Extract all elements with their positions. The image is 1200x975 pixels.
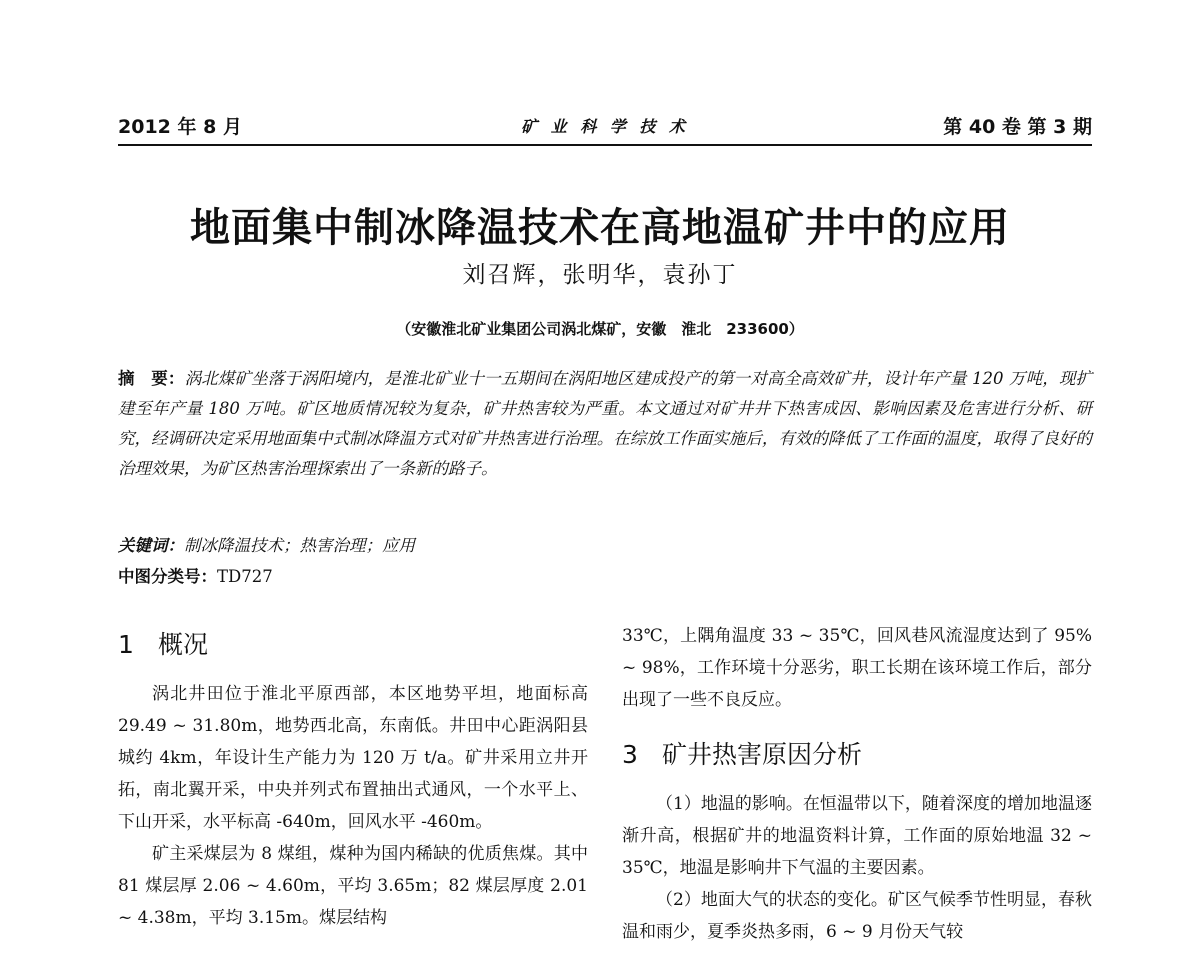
section-number: 3 <box>622 740 638 769</box>
paragraph: 矿主采煤层为 8 煤组，煤种为国内稀缺的优质焦煤。其中 81 煤层厚 2.06 ~ 4.60m，平均 3.65m；82 煤层厚度 2.01 ~ 4.38m，平均 3.15m。煤层结构 <box>118 844 588 928</box>
paper-title: 地面集中制冰降温技术在高地温矿井中的应用 <box>190 204 1010 251</box>
section-number: 1 <box>118 630 134 659</box>
paragraph: 33℃，上隅角温度 33 ~ 35℃，回风巷风流湿度达到了 95% ~ 98%，工作环境十分恶劣，职工长期在该环境工作后，部分出现了一些不良反应。 <box>622 626 1092 710</box>
volume-issue: 第 40 卷 第 3 期 <box>943 116 1092 138</box>
journal-name: 矿 业 科 学 技 术 <box>521 117 689 136</box>
section-heading <box>622 730 1092 780</box>
abstract <box>118 364 1092 484</box>
right-column <box>622 620 1092 948</box>
keywords-label: 关键词： <box>118 536 184 555</box>
paragraph: （1）地温的影响。在恒温带以下，随着深度的增加地温逐渐升高，根据矿井的地温资料计算，工作面的原始地温 32 ~ 35℃，地温是影响井下气温的主要因素。 <box>622 794 1092 878</box>
author-list: 刘召辉，张明华，袁孙丁 <box>462 262 738 288</box>
paragraph: 涡北井田位于淮北平原西部，本区地势平坦，地面标高 29.49 ~ 31.80m，地势西北高，东南低。井田中心距涡阳县城约 4km，年设计生产能力为 120 万 t/a。矿井采用立井开拓，南北翼开采，中央并列式布置抽出式通风，一个水平上、下山开采，水平标高 -640m，回风水平 -460m。 <box>118 684 588 832</box>
section-heading <box>118 620 588 670</box>
classification-text: TD727 <box>217 567 273 586</box>
abstract-label: 摘 要： <box>118 369 185 388</box>
section-title: 概况 <box>158 630 209 659</box>
author-affiliation: （安徽淮北矿业集团公司涡北煤矿，安徽 淮北 233600） <box>396 320 804 338</box>
issue-date: 2012 年 8 月 <box>118 116 242 138</box>
classification-label: 中图分类号： <box>118 567 217 586</box>
keywords-text: 制冰降温技术；热害治理；应用 <box>184 536 415 555</box>
left-column <box>118 620 588 934</box>
classification-number <box>118 563 273 587</box>
paragraph: （2）地面大气的状态的变化。矿区气候季节性明显，春秋温和雨少，夏季炎热多雨，6 ~ 9 月份天气较 <box>622 890 1092 942</box>
running-header <box>118 110 1092 146</box>
abstract-text: 涡北煤矿坐落于涡阳境内，是淮北矿业十一五期间在涡阳地区建成投产的第一对高全高效矿井，设计年产量 120 万吨，现扩建至年产量 180 万吨。矿区地质情况较为复杂，矿井热害较为严重。本文通过对矿井井下热害成因、影响因素及危害进行分析、研究，经调研决定采用地面集中式制冰降温方式对矿井热害进行治理。在综放工作面实施后，有效的降低了工作面的温度，取得了良好的治理效果，为矿区热害治理探索出了一条新的路子。 <box>118 369 1092 478</box>
keywords <box>118 532 415 556</box>
section-title: 矿井热害原因分析 <box>662 740 863 769</box>
